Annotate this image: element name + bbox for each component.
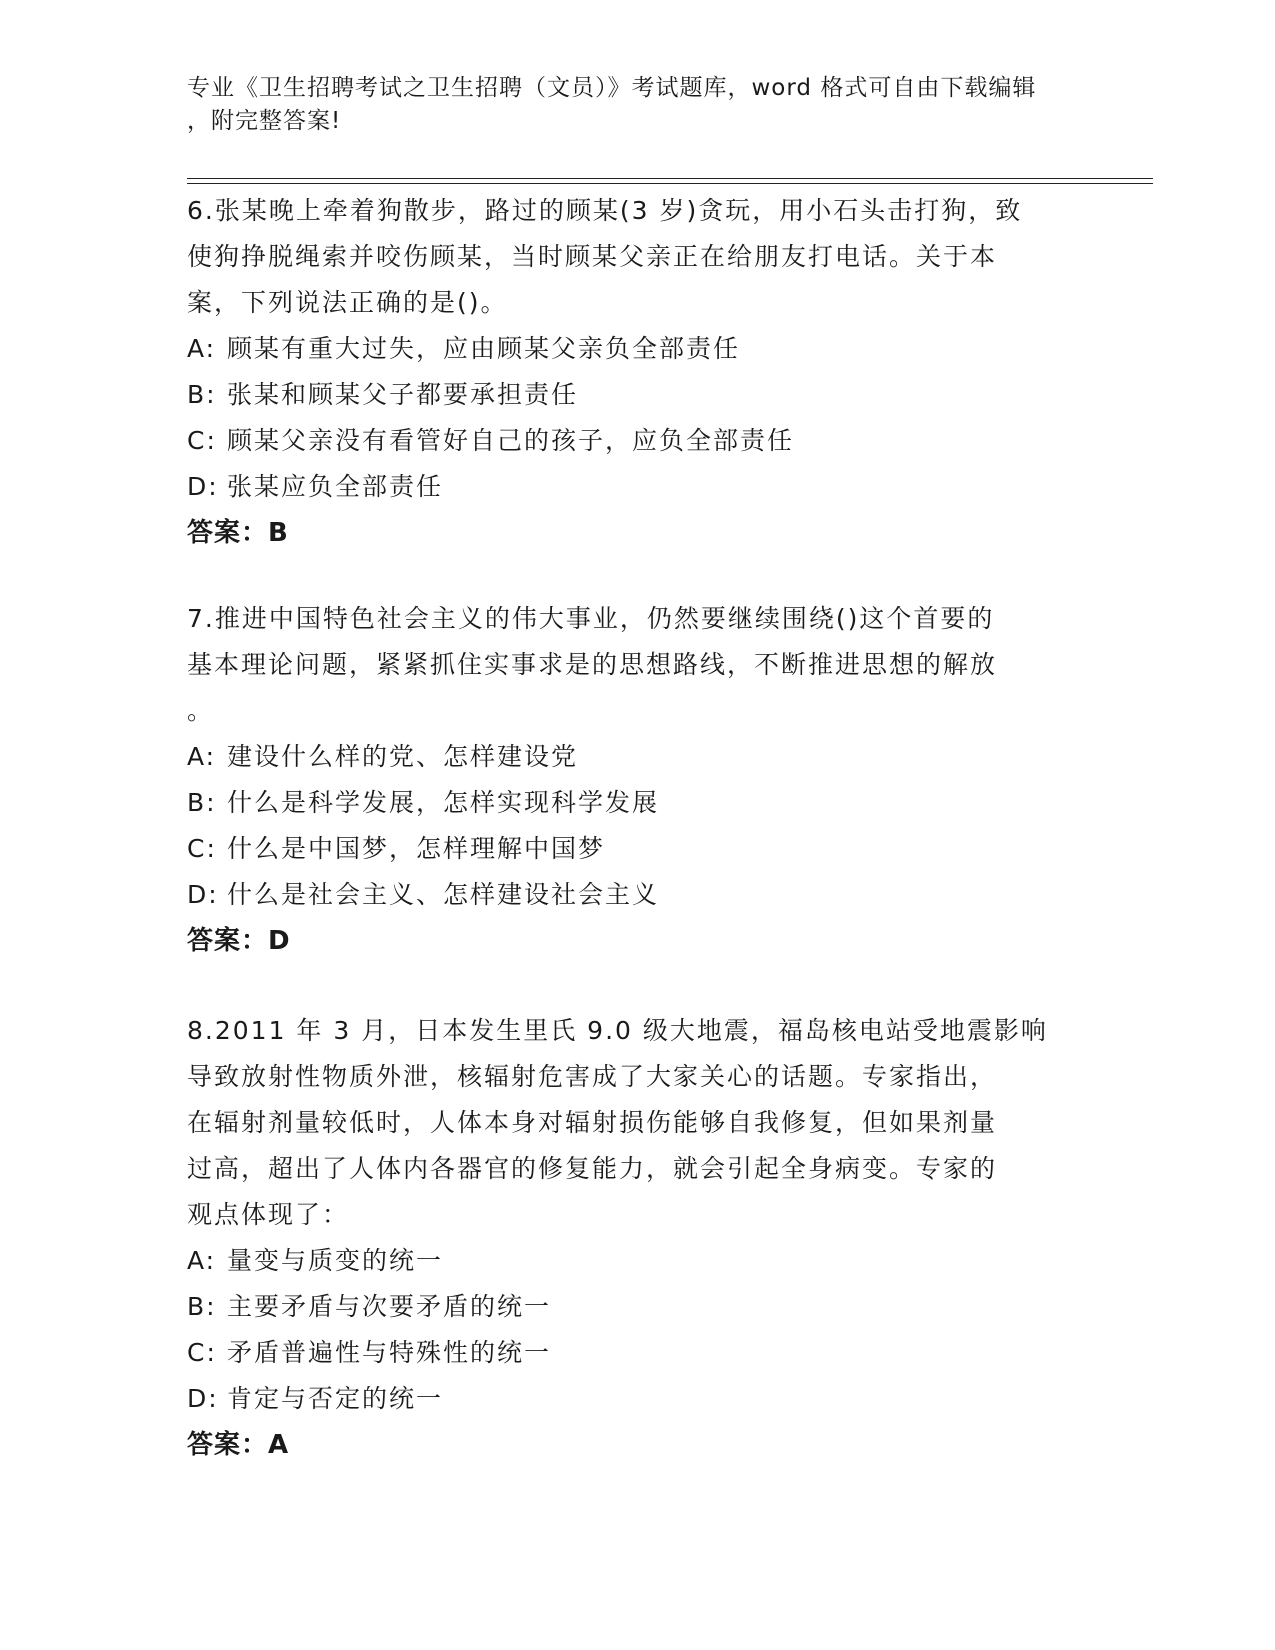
question-stem: [187, 1008, 1087, 1238]
answer-label: 答案：B: [187, 518, 289, 548]
option-letter: A:: [187, 742, 217, 771]
option-text: 张某应负全部责任: [227, 472, 444, 501]
question-stem-line: 在辐射剂量较低时，人体本身对辐射损伤能够自我修复，但如果剂量: [187, 1108, 998, 1137]
option-text: 矛盾普遍性与特殊性的统一: [227, 1338, 552, 1367]
option-letter: C:: [187, 426, 217, 455]
option-text: 什么是科学发展，怎样实现科学发展: [227, 788, 660, 817]
question-stem-line: 导致放射性物质外泄，核辐射危害成了大家关心的话题。专家指出，: [187, 1062, 998, 1091]
option-letter: B:: [187, 788, 217, 817]
question-stem-line: 8.2011 年 3 月，日本发生里氏 9.0 级大地震，福岛核电站受地震影响: [187, 1016, 1048, 1045]
option-letter: B:: [187, 380, 217, 409]
option-text: 量变与质变的统一: [227, 1246, 444, 1275]
option-d: [187, 872, 1087, 918]
question-6: [187, 188, 1087, 556]
option-letter: C:: [187, 834, 217, 863]
option-text: 顾某父亲没有看管好自己的孩子，应负全部责任: [227, 426, 795, 455]
option-letter: B:: [187, 1292, 217, 1321]
option-a: [187, 1238, 1087, 1284]
question-stem-line: 。: [187, 696, 215, 725]
header-rule-top: [187, 178, 1153, 179]
document-header: [187, 72, 1087, 138]
option-text: 什么是中国梦，怎样理解中国梦: [227, 834, 606, 863]
option-letter: C:: [187, 1338, 217, 1367]
option-c: [187, 418, 1087, 464]
question-stem-line: 观点体现了：: [187, 1200, 350, 1229]
question-7: [187, 596, 1087, 964]
option-text: 主要矛盾与次要矛盾的统一: [227, 1292, 552, 1321]
option-c: [187, 1330, 1087, 1376]
answer-label: 答案：A: [187, 1430, 290, 1460]
question-stem: [187, 596, 1087, 734]
option-d: [187, 464, 1087, 510]
option-text: 什么是社会主义、怎样建设社会主义: [227, 880, 660, 909]
question-8: [187, 1008, 1087, 1468]
option-a: [187, 734, 1087, 780]
question-stem-line: 过高，超出了人体内各器官的修复能力，就会引起全身病变。专家的: [187, 1154, 998, 1183]
question-stem-line: 7.推进中国特色社会主义的伟大事业，仍然要继续围绕()这个首要的: [187, 604, 995, 633]
header-line-2: ，附完整答案!: [187, 108, 342, 134]
header-line-1: 专业《卫生招聘考试之卫生招聘（文员）》考试题库，word 格式可自由下载编辑: [187, 75, 1037, 101]
option-b: [187, 1284, 1087, 1330]
header-rule-bottom: [187, 183, 1153, 184]
option-letter: A:: [187, 1246, 217, 1275]
option-text: 顾某有重大过失，应由顾某父亲负全部责任: [227, 334, 741, 363]
question-stem-line: 案，下列说法正确的是()。: [187, 288, 508, 317]
question-stem-line: 基本理论问题，紧紧抓住实事求是的思想路线，不断推进思想的解放: [187, 650, 998, 679]
option-letter: D:: [187, 472, 219, 501]
question-stem-line: 使狗挣脱绳索并咬伤顾某，当时顾某父亲正在给朋友打电话。关于本: [187, 242, 998, 271]
option-b: [187, 372, 1087, 418]
option-d: [187, 1376, 1087, 1422]
question-stem-line: 6.张某晚上牵着狗散步，路过的顾某(3 岁)贪玩，用小石头击打狗，致: [187, 196, 1023, 225]
option-a: [187, 326, 1087, 372]
option-text: 肯定与否定的统一: [227, 1384, 444, 1413]
option-b: [187, 780, 1087, 826]
option-text: 张某和顾某父子都要承担责任: [227, 380, 579, 409]
answer-label: 答案：D: [187, 926, 291, 956]
option-c: [187, 826, 1087, 872]
option-text: 建设什么样的党、怎样建设党: [227, 742, 579, 771]
option-letter: D:: [187, 1384, 219, 1413]
option-letter: A:: [187, 334, 217, 363]
question-stem: [187, 188, 1087, 326]
option-letter: D:: [187, 880, 219, 909]
